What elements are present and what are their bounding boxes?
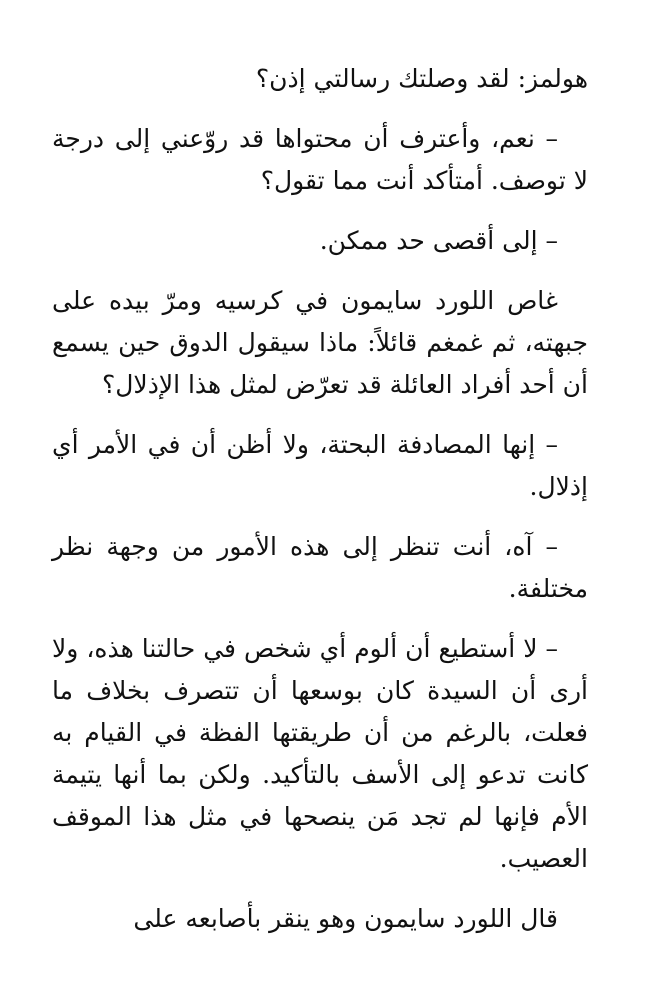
paragraph-lord-simon-sinks: غاص اللورد سايمون في كرسيه ومرّ بيده على جبهته، ثم غمغم قائلاً: ماذا سيقول الدوق حين يسمع أن أحد أفراد العائلة قد تعرّض لمثل هذا الإذلال؟ — [52, 286, 588, 399]
paragraph-holmes-question: هولمز: لقد وصلتك رسالتي إذن؟ — [255, 64, 588, 93]
book-page — [52, 58, 588, 940]
paragraph-cannot-blame: – لا أستطيع أن ألوم أي شخص في حالتنا هذه، ولا أرى أن السيدة كان بوسعها أن تتصرف بخلاف ما فعلت، بالرغم من أن طريقتها الفظة في القيام به كانت تدعو إلى الأسف بالتأكيد. ولكن بما أنها يتيمة الأم فإنها لم تجد مَن ينصحها في مثل هذا الموقف العصيب. — [52, 634, 588, 873]
paragraph-extreme: – إلى أقصى حد ممكن. — [319, 226, 558, 255]
paragraph-different-view: – آه، أنت تنظر إلى هذه الأمور من وجهة نظر مختلفة. — [52, 532, 588, 603]
paragraph-lord-simon-taps: قال اللورد سايمون وهو ينقر بأصابعه على — [133, 904, 558, 933]
paragraph-reply-yes: – نعم، وأعترف أن محتواها قد روّعني إلى درجة لا توصف. أمتأكد أنت مما تقول؟ — [52, 124, 588, 195]
paragraph-coincidence: – إنها المصادفة البحتة، ولا أظن أن في الأمر أي إذلال. — [52, 430, 588, 501]
